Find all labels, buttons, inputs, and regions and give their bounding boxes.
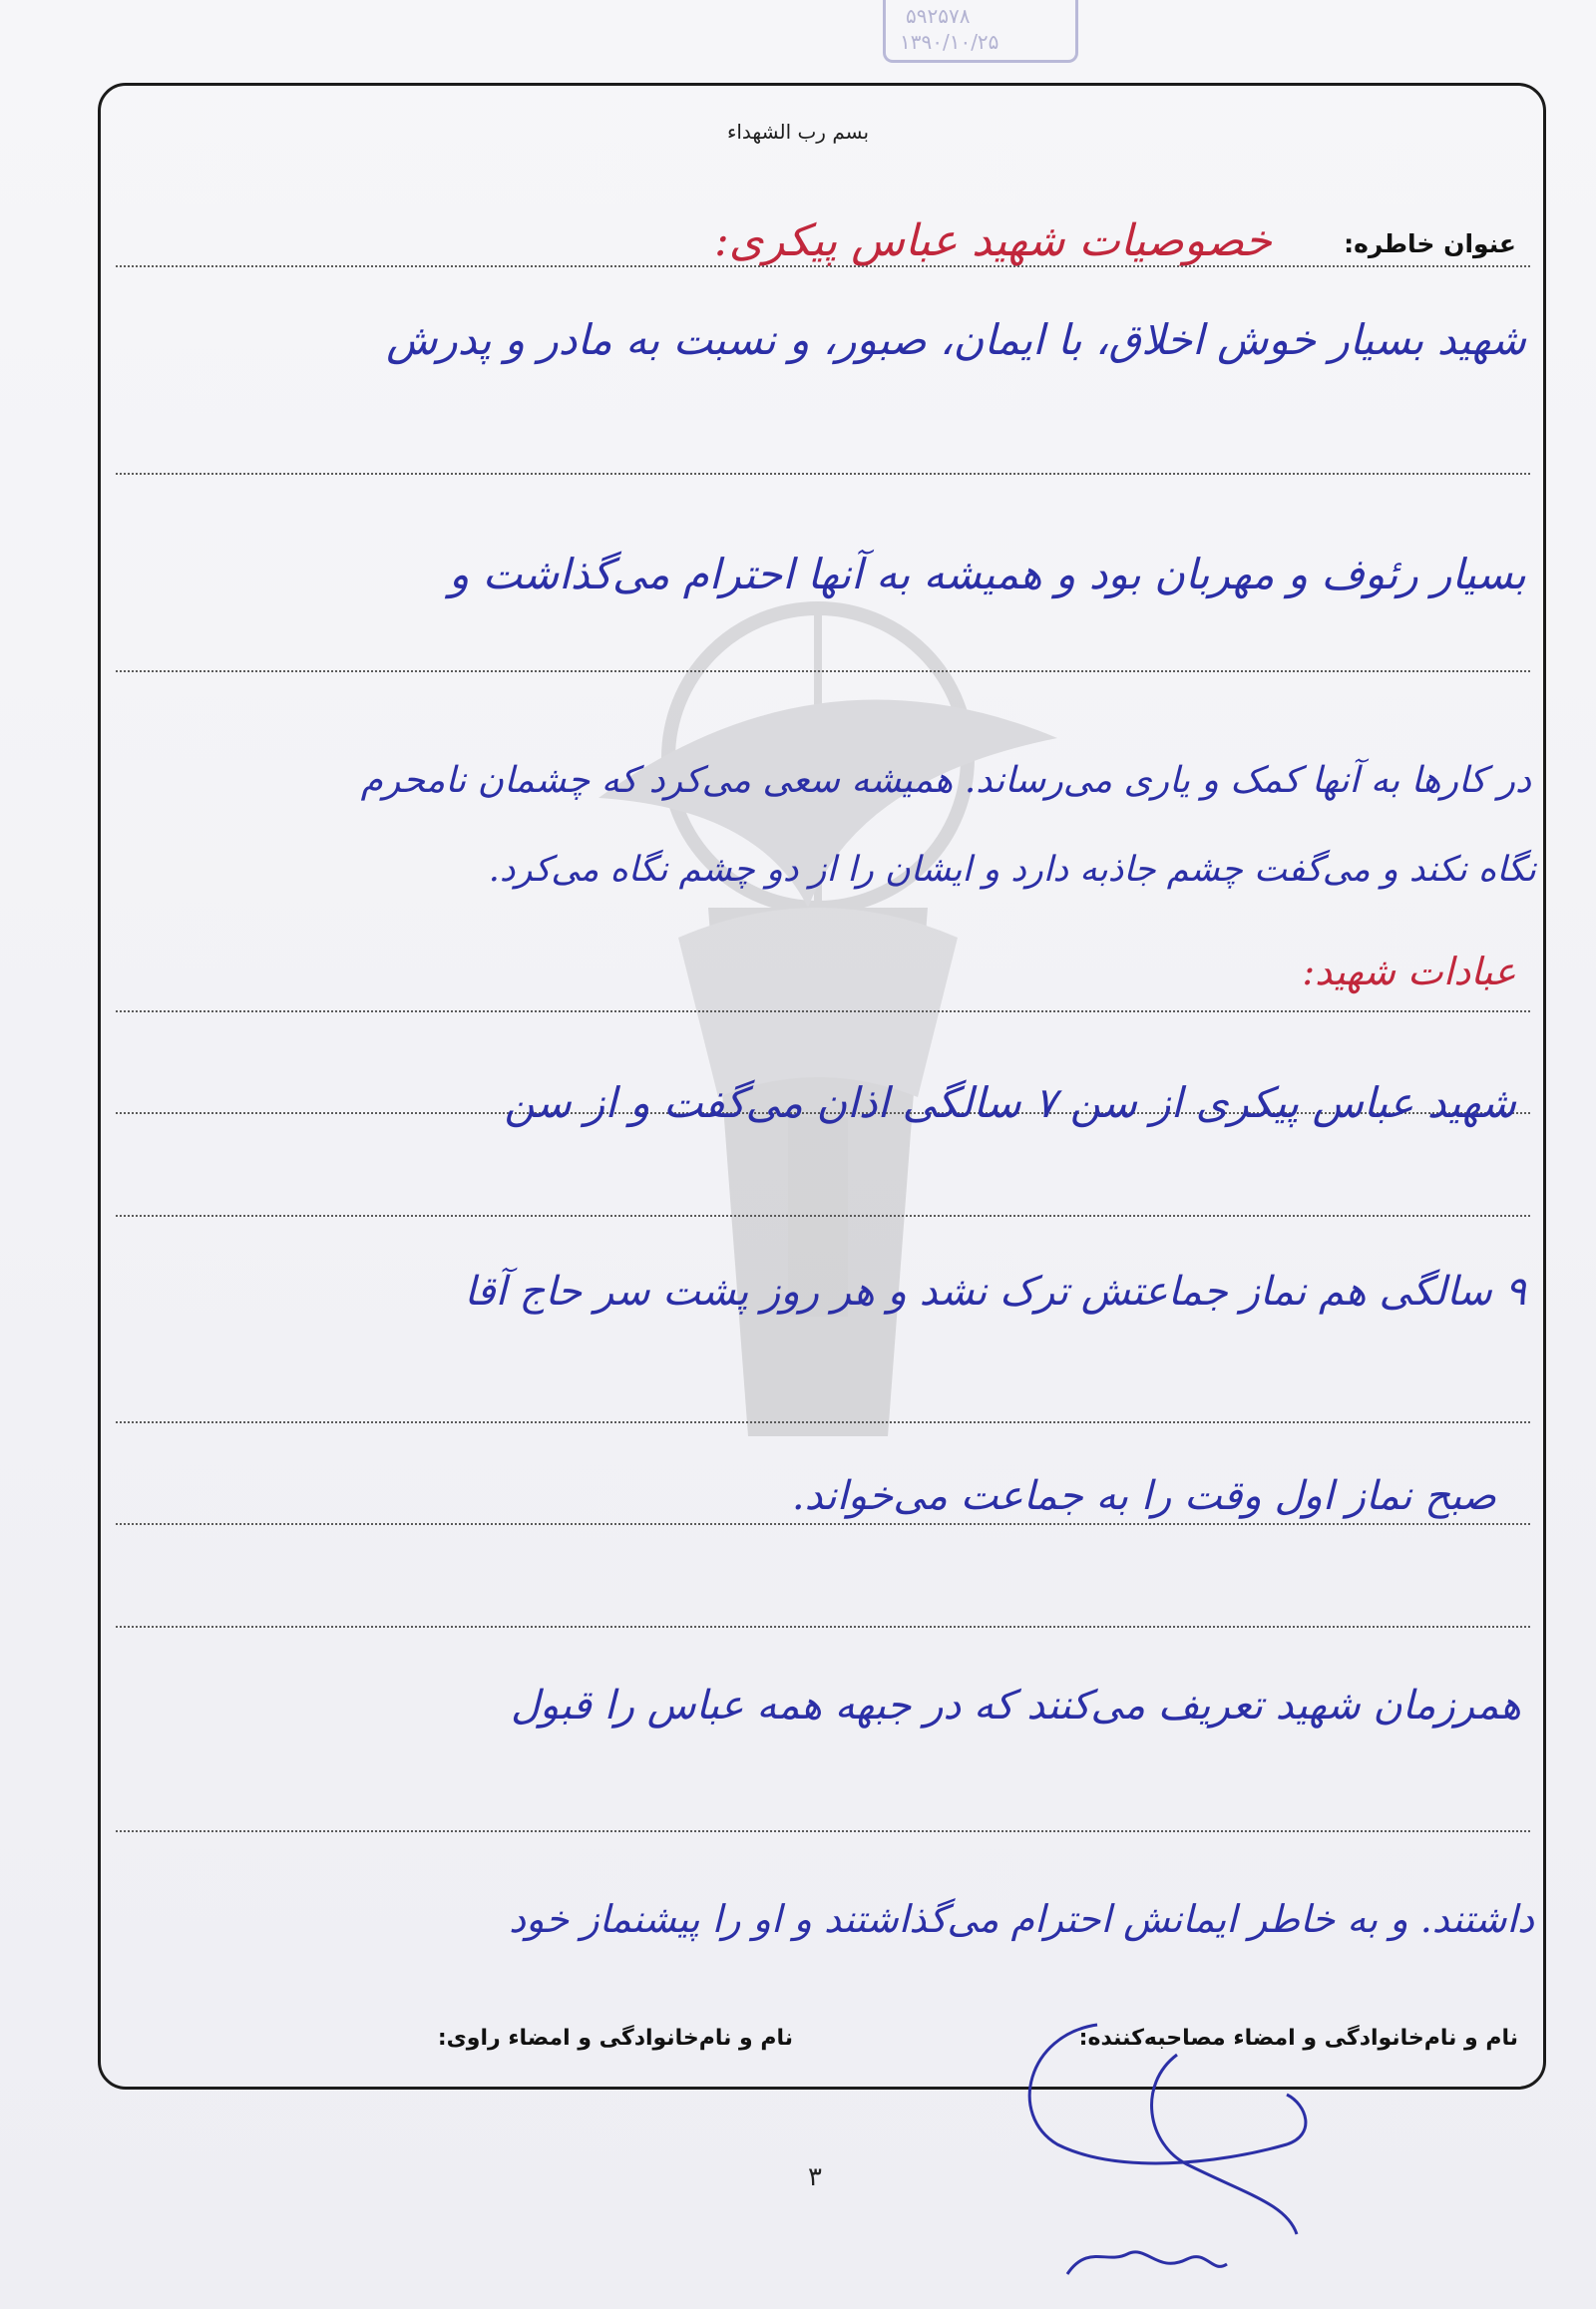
handwritten-line: شهید عباس پیکری از سن ۷ سالگی اذان می‌گفت و از سن [504,1078,1516,1127]
writing-line [116,670,1530,672]
interviewer-signature-label: نام و نام‌خانوادگی و امضاء مصاحبه‌کننده: [1078,2026,1518,2051]
page-number: ۳ [808,2162,822,2192]
writing-line [116,1523,1530,1525]
handwritten-line: ۹ سالگی هم نماز جماعتش ترک نشد و هر روز پشت سر حاج آقا [464,1269,1526,1315]
stamp-number: ۵۹۲۵۷۸ [906,4,971,28]
memory-title-label: عنوان خاطره: [1344,229,1516,258]
writing-line [116,1421,1530,1423]
memory-title-value: خصوصیات شهید عباس پیکری: [713,215,1272,266]
handwritten-signature [988,1995,1347,2294]
handwritten-line: شهید بسیار خوش اخلاق، با ایمان، صبور، و نسبت به مادر و پدرش [386,315,1526,364]
handwritten-line: صبح نماز اول وقت را به جماعت می‌خواند. [791,1473,1496,1519]
narrator-signature-label: نام و نام‌خانوادگی و امضاء راوی: [437,2026,793,2051]
writing-line [116,1215,1530,1217]
writing-line [116,1626,1530,1628]
handwritten-line: نگاه نکند و می‌گفت چشم جاذبه دارد و ایشان را از دو چشم نگاه می‌کرد. [488,850,1536,890]
stamp-date: ۱۳۹۰/۱۰/۲۵ [900,30,999,54]
writing-line [116,1830,1530,1832]
handwritten-line: بسیار رئوف و مهربان بود و همیشه به آنها احترام می‌گذاشت و [449,550,1526,598]
stamp [883,0,1078,63]
handwritten-line: در کارها به آنها کمک و یاری می‌رساند. همیشه سعی می‌کرد که چشمان نامحرم [360,760,1531,801]
page-header: بسم رب الشهداء [726,120,870,144]
handwritten-line: داشتند. و به خاطر ایمانش احترام می‌گذاشتند و او را پیشنماز خود [509,1897,1534,1941]
handwritten-subheading: عبادات شهید: [1302,950,1516,993]
writing-line [116,265,1530,267]
writing-line [116,473,1530,475]
writing-line [116,1010,1530,1012]
handwritten-line: همرزمان شهید تعریف می‌کنند که در جبهه همه عباس را قبول [510,1683,1521,1729]
